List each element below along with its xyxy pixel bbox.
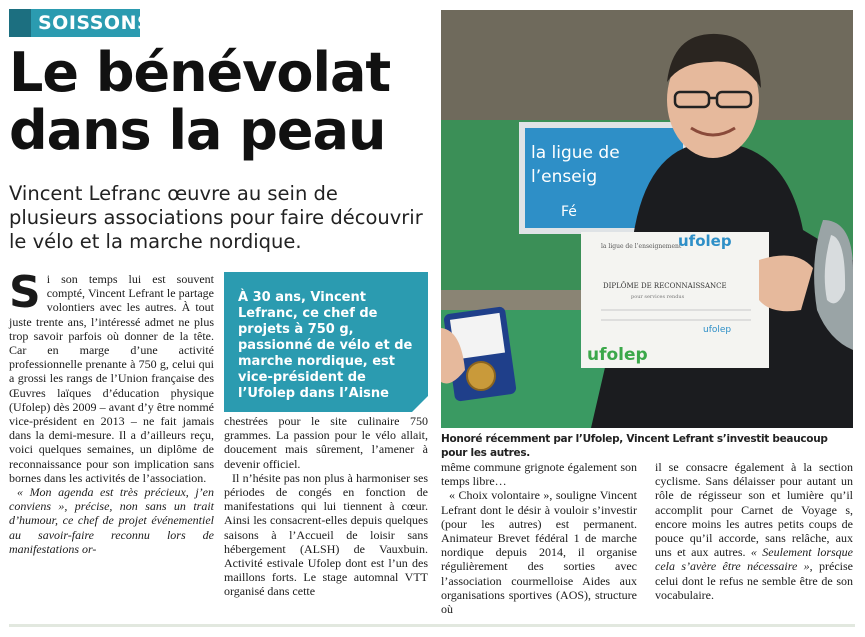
article-column-3 [441,460,637,616]
article-paragraph: même commune grignote également son temps libre… [441,460,637,489]
article-paragraph: chestrées pour le site culinaire 750 grammes. La passion pour le vélo allait, doucement mais sûrement, l’amener à devenir officiel. [224,414,428,471]
article-paragraph: « Mon agenda est très précieux, j’en conviens », précise, non sans un trait d’humour, ce chef de projet événementiel au savoir-faire reconnu lors de manifestations or- [9,485,214,556]
bottom-divider [9,624,855,627]
article-paragraph [9,267,214,485]
section-tag-bar [9,9,31,37]
section-tag [9,9,152,37]
article-column-2 [224,414,428,599]
article-column-1 [9,267,214,556]
diploma-logo-top: ufolep [678,232,732,250]
paragraph-text: il se consacre également à la section cyclisme. Sans délaisser pour autant un rôle de régisseur son et lumière qu’il accomplit pour Carnet de Voyage s, encore moins les autres petits coups de pouce qu’il accorde, sans relâche, aux uns et aux autres. [655,460,853,560]
pull-quote-text: À 30 ans, Vincent Lefranc, ce chef de projets à 750 g, passionné de vélo et de marche nordique, est vice-président de l’Ufolep dans l’Aisne [238,290,413,401]
section-tag-label: SOISSONS [38,12,152,34]
headline [9,41,429,162]
paragraph-text: i son temps lui est souvent compté, Vincent Lefrant le partage volontiers avec les autres. À tout juste trente ans, l’intéressé admet ne plus trop savoir parfois où donner de la tête. Car en marge d’une activité professionnelle prenante à 750 g, celui qui a grossi les rangs de l’Union française des Œuvres laïques d’éducation physique (Ufolep) dès 2009 – avant d’y être nommé vice-président en 2013 – ne fait jamais dans la demi-mesure. Il a d’ailleurs reçu, voici quelques semaines, un diplôme de reconnaissance pour son implication sans bornes dans les activités de l’association. [9,272,214,485]
quote-text: « Seulement lorsque cela s’avère être nécessaire » [655,545,854,574]
article-paragraph: Il n’hésite pas non plus à harmoniser ses périodes de congés en fonction de manifestations qui lui tiennent à cœur. Ainsi les consacrent-elles depuis quelques saisons à l’Accueil de loisir sans hébergement (ALSH) de Vauxbuin. Activité estivale Ufolep dont est l’un des maillons forts. Le stage automnal VTT organisé dans cette [224,470,428,599]
dropcap: S [9,267,41,318]
article-photo [441,10,853,428]
photo-caption: Honoré récemment par l’Ufolep, Vincent Lefrant s’investit beaucoup pour les autres. [441,433,828,459]
banner-text-3: Fé [561,204,577,220]
pull-quote-corner [412,396,428,412]
standfirst: Vincent Lefranc œuvre au sein de plusieurs associations pour faire découvrir le vélo et la marche nordique. [9,182,423,253]
article-paragraph [655,460,853,602]
article-column-4 [655,460,853,602]
diploma-title: DIPLÔME DE RECONNAISSANCE [603,282,727,290]
headline-line-1: Le bénévolat [9,41,391,104]
diploma-logo-small: ufolep [703,325,732,335]
paragraph-text: , précise celui dont le refus ne semble être de son vocabulaire. [655,559,853,602]
banner-text-2: l’enseig [531,167,598,187]
diploma-logo-bottom: ufolep [587,345,648,365]
pull-quote [224,272,428,412]
diploma-header: la ligue de l’enseignement [601,243,682,250]
diploma-subtitle: pour services rendus [631,294,685,300]
headline-line-2: dans la peau [9,99,386,162]
photo-illustration [441,10,853,428]
banner-text-1: la ligue de [531,143,620,163]
article-paragraph: « Choix volontaire », souligne Vincent Lefrant dont le désir à vouloir s’investir (pour les autres) est permanent. Animateur Brevet fédéral 1 de marche nordique depuis 2014, il organise régulièrement des sorties avec l’association courmelloise Aides aux organisations sportives (AOS), structure où [441,488,637,617]
